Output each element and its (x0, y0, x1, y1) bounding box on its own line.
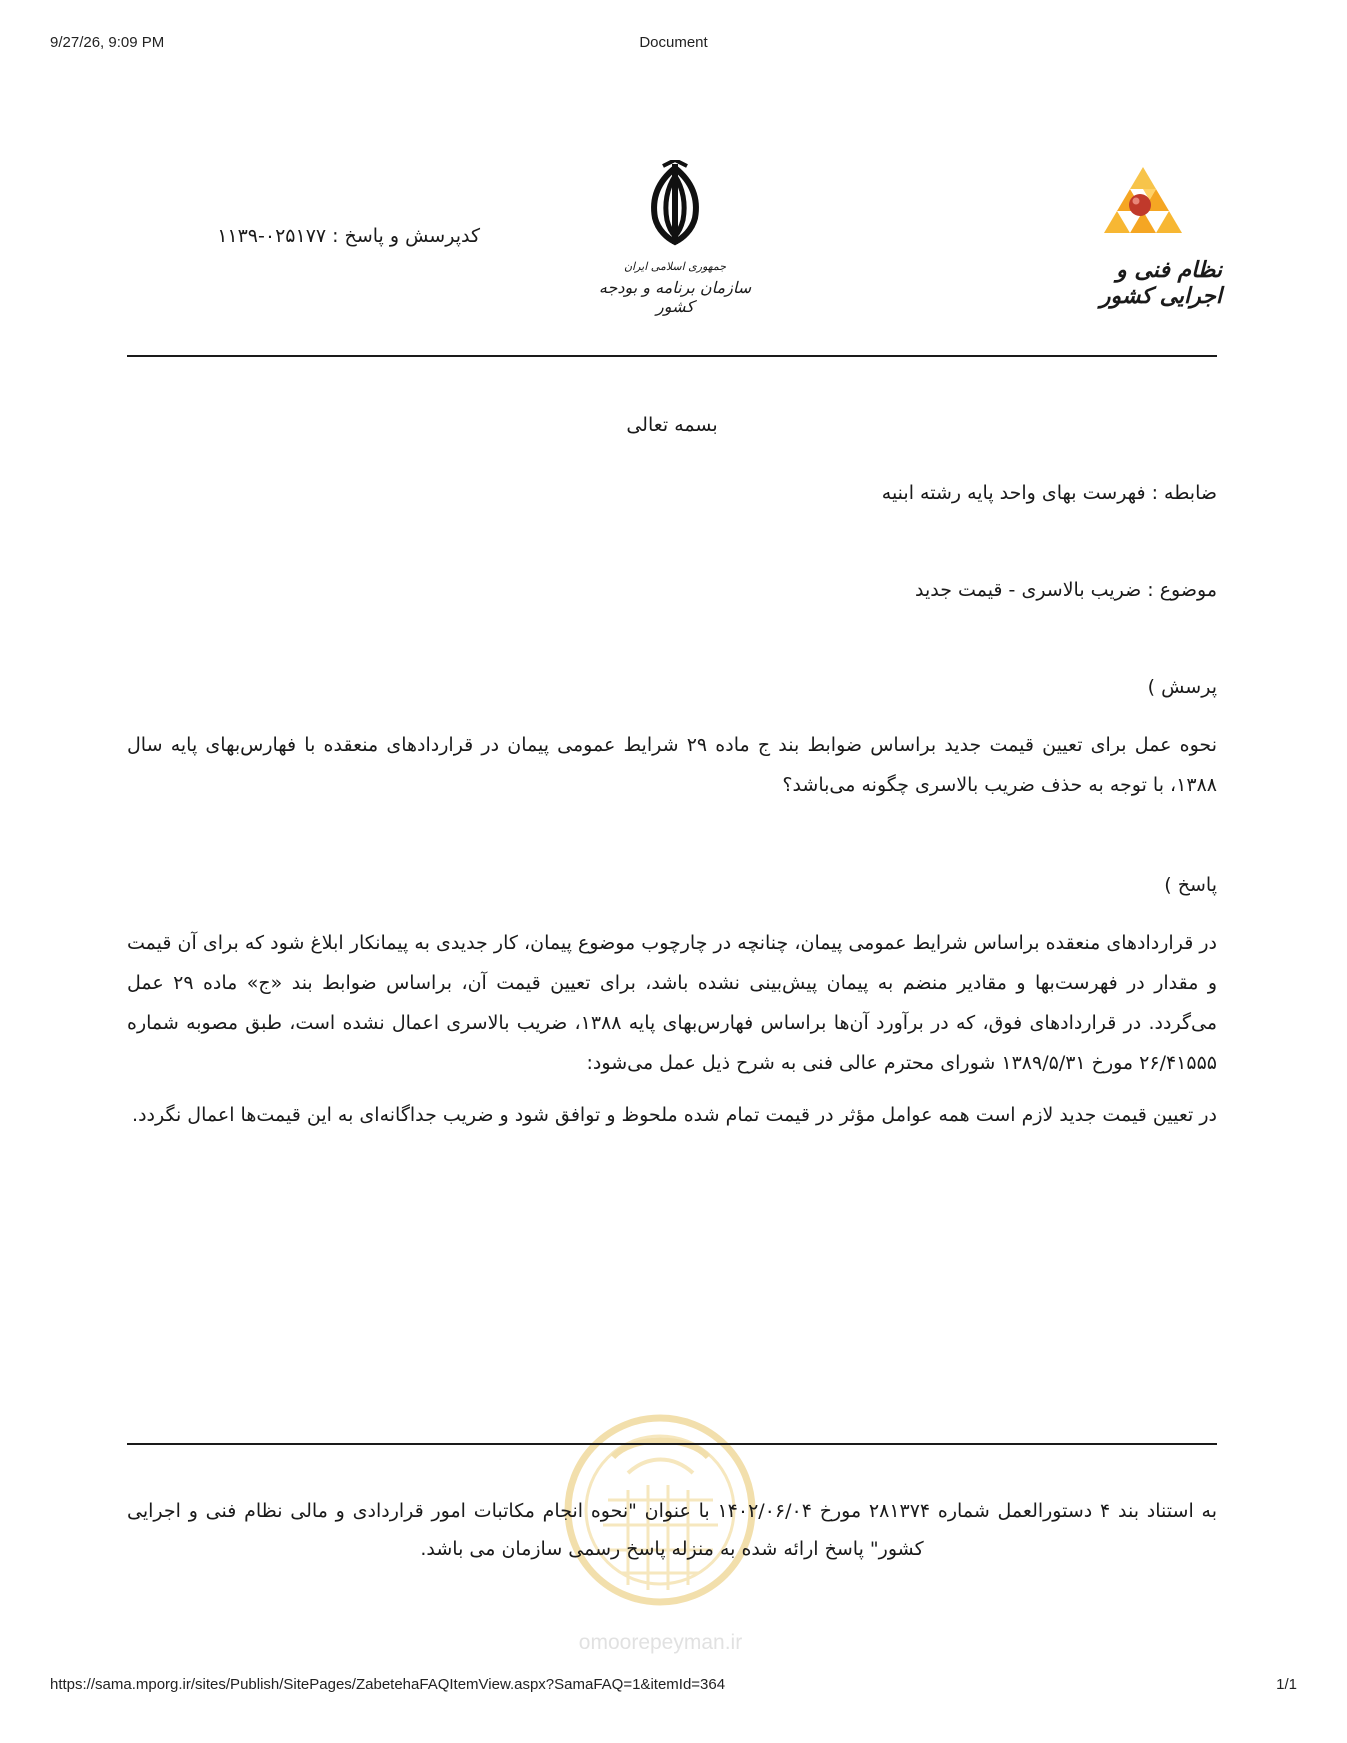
iran-emblem-icon (645, 160, 705, 252)
answer-heading: پاسخ ) (1164, 874, 1217, 896)
print-footer (50, 1676, 1297, 1696)
footer-note: به استناد بند ۴ دستورالعمل شماره ۲۸۱۳۷۴ مورخ ۱۴۰۲/۰۶/۰۴ با عنوان "نحوه انجام مکاتبات امور قراردادی و مالی نظام فنی و اجرایی کشور" پاسخ ارائه شده به منزله پاسخ رسمی سازمان می باشد. (127, 1500, 1217, 1560)
tracking-code (150, 225, 480, 247)
watermark-url: omoorepeyman.ir (578, 1631, 743, 1654)
answer-paragraph-1: در قراردادهای منعقده براساس شرایط عمومی پیمان، چنانچه در چارچوب موضوع پیمان، کار جدیدی به پیمانکار ابلاغ شود که برای آن قیمت و مقدار در فهرست‌بها و مقادیر منضم به پیمان پیش‌بینی نشده باشد، برای تعیین قیمت آن، براساس ضوابط بند «ج» ماده ۲۹ عمل می‌گردد. در قراردادهای فوق، که در برآورد آن‌ها براساس فهارس‌بهای پایه ۱۳۸۸، ضریب بالاسری اعمال نشده است، طبق مصوبه شماره ۲۶/۴۱۵۵۵ مورخ ۱۳۸۹/۵/۳۱ شورای محترم عالی فنی به شرح ذیل عمل می‌شود: (127, 932, 1218, 1074)
organization-name: نظام فنی و اجرایی کشور (1099, 257, 1222, 309)
organization-logo (1072, 165, 1222, 309)
salutation: بسمه تعالی (626, 414, 718, 436)
letter-body (127, 405, 1217, 1135)
print-datetime: 9/27/26, 9:09 PM (50, 34, 165, 51)
question-heading: پرسش ) (1147, 676, 1217, 698)
question-text: نحوه عمل برای تعیین قیمت جدید براساس ضوابط بند ج ماده ۲۹ شرایط عمومی پیمان در قراردادهای منعقده با فهارس‌بهای پایه سال ۱۳۸۸، با توجه به حذف ضریب بالاسری چگونه می‌باشد؟ (127, 734, 1217, 796)
answer-paragraph-2: در تعیین قیمت جدید لازم است همه عوامل مؤثر در قیمت تمام شده ملحوظ و توافق شود و ضریب جداگانه‌ای به این قیمت‌ها اعمال نگردد. (132, 1104, 1217, 1126)
print-header (50, 34, 1297, 54)
subject-line: موضوع : ضریب بالاسری - قیمت جدید (915, 579, 1217, 601)
government-emblem (595, 160, 755, 316)
emblem-caption-line1: جمهوری اسلامی ایران (623, 260, 727, 273)
print-document-title: Document (639, 34, 708, 51)
footer-divider (127, 1443, 1217, 1445)
regulation-line: ضابطه : فهرست بهای واحد پایه رشته ابنیه (881, 482, 1217, 504)
letterhead (125, 150, 1222, 320)
header-divider (127, 355, 1217, 357)
page-number: 1/1 (1276, 1676, 1297, 1693)
tracking-code-number: ۰۲۵۱۷۷-۱۱۳۹ (217, 225, 327, 247)
technical-system-logo-icon (1102, 165, 1184, 237)
print-url[interactable]: https://sama.mporg.ir/sites/Publish/SitePages/ZabetehaFAQItemView.aspx?SamaFAQ=1&itemId=364 (50, 1676, 726, 1693)
emblem-caption-line2: سازمان برنامه و بودجه کشور (598, 278, 752, 316)
tracking-code-label: کدپرسش و پاسخ : (332, 225, 480, 247)
